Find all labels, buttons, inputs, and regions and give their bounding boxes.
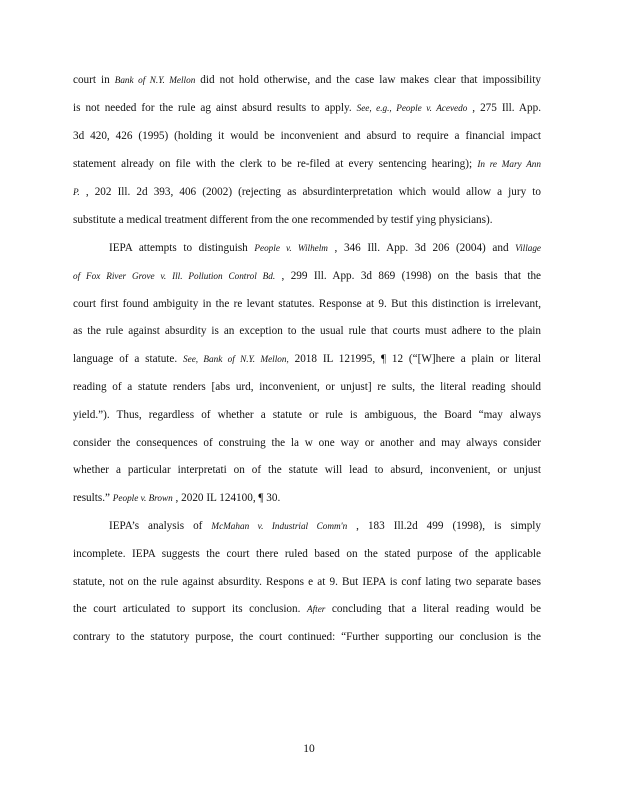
case-citation: P. bbox=[73, 187, 80, 197]
text-line bbox=[73, 380, 541, 394]
text-segment: consider the consequences of construing the la w one way or another and may always consider bbox=[73, 437, 541, 449]
text-segment: results.” bbox=[73, 492, 113, 504]
text-line bbox=[73, 491, 541, 505]
case-citation: Village bbox=[515, 243, 541, 253]
page-number: 10 bbox=[303, 743, 315, 755]
text-line bbox=[73, 630, 541, 644]
text-line bbox=[73, 602, 541, 616]
text-segment: , 299 Ill. App. 3d 869 (1998) on the basis that the bbox=[275, 270, 541, 282]
text-segment: incomplete. IEPA suggests the court there ruled based on the stated purpose of the applicable bbox=[73, 548, 541, 560]
text-segment: statute, not on the rule against absurdity. Respons e at 9. But IEPA is conf lating two separate bases bbox=[73, 576, 541, 588]
text-segment: , 183 Ill.2d 499 (1998), is simply bbox=[347, 520, 541, 532]
text-segment: is not needed for the rule ag ainst absurd results to apply. bbox=[73, 102, 357, 114]
text-segment: the court articulated to support its conclusion. bbox=[73, 603, 307, 615]
case-citation: People v. Wilhelm bbox=[254, 243, 328, 253]
text-segment: statement already on file with the clerk to be re-filed at every sentencing hearing); bbox=[73, 158, 478, 170]
text-line bbox=[73, 73, 541, 87]
text-segment: , 2020 IL 124100, ¶ 30. bbox=[172, 492, 281, 504]
text-segment: reading of a statute renders [abs urd, inconvenient, or unjust] re sults, the literal reading should bbox=[73, 381, 541, 393]
text-segment: contrary to the statutory purpose, the court continued: “Further supporting our conclusion is the bbox=[73, 631, 541, 643]
text-segment: , 202 Ill. 2d 393, 406 (2002) (rejecting as absurdinterpretation which would allow a jury to bbox=[79, 186, 541, 198]
text-line bbox=[73, 408, 541, 422]
text-segment: language of a statute. bbox=[73, 353, 184, 365]
case-citation: See, e.g., People v. Acevedo bbox=[356, 103, 468, 113]
text-segment: , 275 Ill. App. bbox=[467, 102, 541, 114]
case-citation: Bank of N.Y. Mellon bbox=[114, 75, 196, 85]
text-segment: as the rule against absurdity is an exception to the usual rule that courts must adhere to the plain bbox=[73, 325, 541, 337]
text-line bbox=[73, 436, 541, 450]
text-segment: , 346 Ill. App. 3d 206 (2004) and bbox=[327, 242, 516, 254]
text-segment: court in bbox=[73, 74, 115, 86]
case-citation: of Fox River Grove v. Ill. Pollution Control Bd. bbox=[73, 271, 276, 281]
text-line bbox=[109, 241, 541, 255]
text-segment: whether a particular interpretati on of the statute will lead to absurd, inconvenient, or unjust bbox=[73, 464, 541, 476]
text-line bbox=[109, 519, 541, 533]
text-line bbox=[73, 157, 541, 171]
text-line bbox=[73, 547, 541, 561]
text-line bbox=[73, 575, 541, 589]
case-citation: In re Mary Ann bbox=[477, 159, 541, 169]
text-segment: 3d 420, 426 (1995) (holding it would be inconvenient and absurd to require a financial impact bbox=[73, 130, 541, 142]
text-line bbox=[73, 352, 541, 366]
case-citation: McMahan v. Industrial Comm'n bbox=[211, 521, 348, 531]
text-line bbox=[73, 269, 541, 283]
text-segment: IEPA’s analysis of bbox=[109, 520, 212, 532]
text-line bbox=[73, 463, 541, 477]
text-segment: did not hold otherwise, and the case law makes clear that impossibility bbox=[195, 74, 541, 86]
text-line bbox=[73, 129, 541, 143]
text-line bbox=[73, 185, 541, 199]
text-segment: yield.”). Thus, regardless of whether a statute or rule is ambiguous, the Board “may always bbox=[73, 409, 541, 421]
text-line bbox=[73, 213, 541, 227]
text-segment: court first found ambiguity in the re levant statutes. Response at 9. But this distinction is irrelevant, bbox=[73, 298, 541, 310]
text-line bbox=[73, 297, 541, 311]
case-citation: See, Bank of N.Y. Mellon, bbox=[183, 354, 289, 364]
text-line bbox=[73, 324, 541, 338]
text-segment: 2018 IL 121995, ¶ 12 (“[W]here a plain or literal bbox=[288, 353, 541, 365]
text-segment: substitute a medical treatment different from the one recommended by testif ying physicians). bbox=[73, 214, 493, 226]
case-citation: After bbox=[306, 604, 326, 614]
case-citation: People v. Brown bbox=[112, 493, 173, 503]
text-segment: concluding that a literal reading would be bbox=[325, 603, 541, 615]
text-segment: IEPA attempts to distinguish bbox=[109, 242, 255, 254]
text-line bbox=[73, 101, 541, 115]
